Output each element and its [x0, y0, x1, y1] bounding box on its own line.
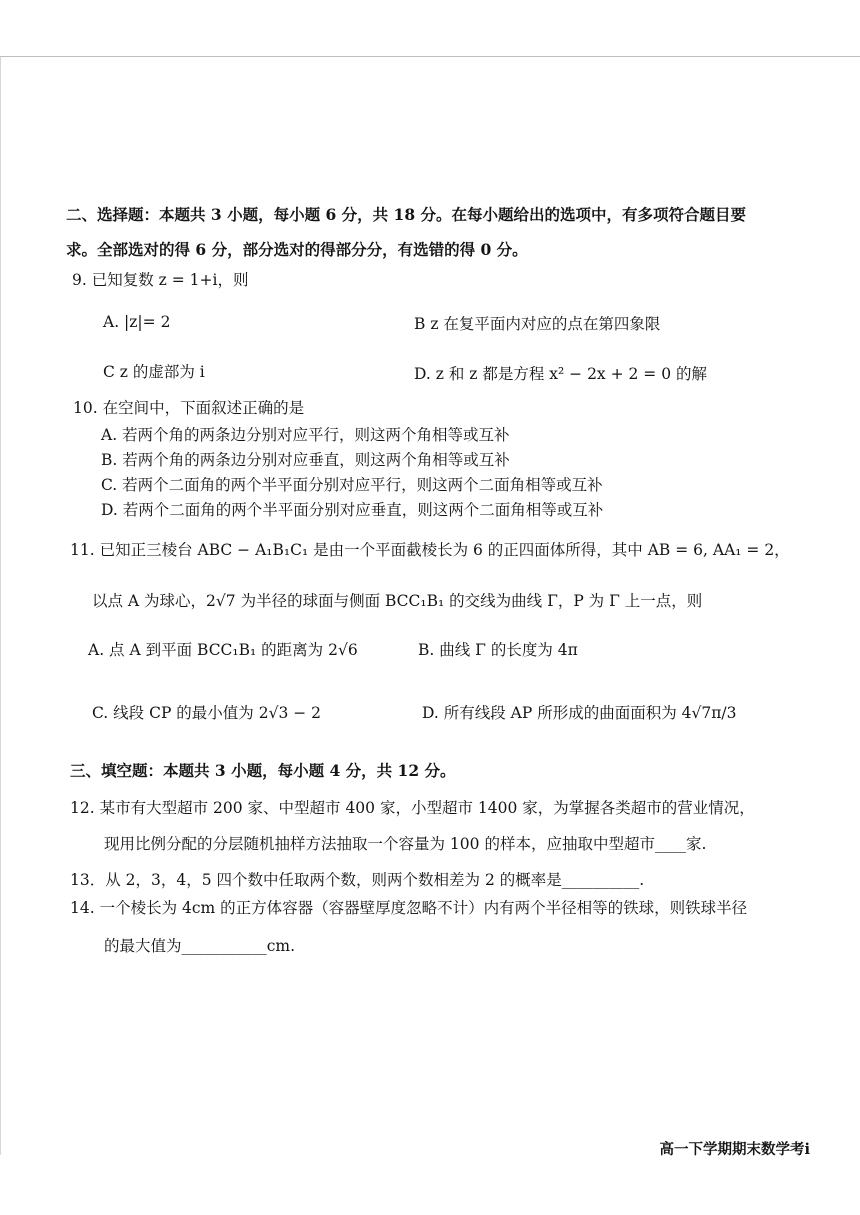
- q14-line-1: 14. 一个棱长为 4cm 的正方体容器（容器壁厚度忽略不计）内有两个半径相等的铁球，则铁球半径: [70, 899, 748, 917]
- section-3-title: 三、填空题：本题共 3 小题，每小题 4 分，共 12 分。: [70, 761, 456, 780]
- q13-line-1: 13．从 2，3，4，5 四个数中任取两个数，则两个数相差为 2 的概率是__________.: [70, 871, 645, 889]
- q11-option-a: A. 点 A 到平面 BCC₁B₁ 的距离为 2√6: [88, 641, 358, 659]
- q12-line-1: 12. 某市有大型超市 200 家、中型超市 400 家，小型超市 1400 家，为掌握各类超市的营业情况，: [70, 799, 755, 817]
- q10-option-c: C. 若两个二面角的两个半平面分别对应平行，则这两个二面角相等或互补: [101, 476, 603, 494]
- q10-option-d: D. 若两个二面角的两个半平面分别对应垂直，则这两个二面角相等或互补: [101, 501, 604, 519]
- q11-stem-2: 以点 A 为球心，2√7 为半径的球面与侧面 BCC₁B₁ 的交线为曲线 Γ，P 为 Γ 上一点，则: [92, 592, 703, 610]
- footer-text: 高一下学期期末数学考i: [659, 1141, 810, 1158]
- section-2-title-cont: 求。全部选对的得 6 分，部分选对的得部分分，有选错的得 0 分。: [66, 240, 528, 259]
- q9-option-a: A. |z|= 2: [103, 313, 171, 331]
- q10-option-b: B. 若两个角的两条边分别对应垂直，则这两个角相等或互补: [101, 451, 510, 469]
- footer-area: [0, 1155, 860, 1215]
- q11-option-d: D. 所有线段 AP 所形成的曲面面积为 4√7π/3: [422, 704, 737, 722]
- q10-stem: 10. 在空间中，下面叙述正确的是: [73, 399, 305, 417]
- q11-option-b: B. 曲线 Γ 的长度为 4π: [418, 641, 578, 659]
- q12-line-2: 现用比例分配的分层随机抽样方法抽取一个容量为 100 的样本，应抽取中型超市____家.: [104, 835, 707, 853]
- section-2-title: 二、选择题：本题共 3 小题，每小题 6 分，共 18 分。在每小题给出的选项中，有多项符合题目要: [66, 205, 747, 224]
- q9-option-d: D. z 和 z 都是方程 x² − 2x + 2 = 0 的解: [414, 365, 708, 383]
- q14-line-2: 的最大值为___________cm.: [104, 937, 296, 955]
- q9-option-c: C z 的虚部为 i: [103, 363, 205, 381]
- q10-option-a: A. 若两个角的两条边分别对应平行，则这两个角相等或互补: [101, 426, 510, 444]
- q9-option-b: B z 在复平面内对应的点在第四象限: [414, 315, 661, 333]
- q9-stem: 9. 已知复数 z = 1+i，则: [72, 271, 249, 289]
- q11-stem: 11. 已知正三棱台 ABC − A₁B₁C₁ 是由一个平面截棱长为 6 的正四面体所得，其中 AB = 6, AA₁ = 2，: [70, 541, 790, 559]
- q11-option-c: C. 线段 CP 的最小值为 2√3 − 2: [92, 704, 322, 722]
